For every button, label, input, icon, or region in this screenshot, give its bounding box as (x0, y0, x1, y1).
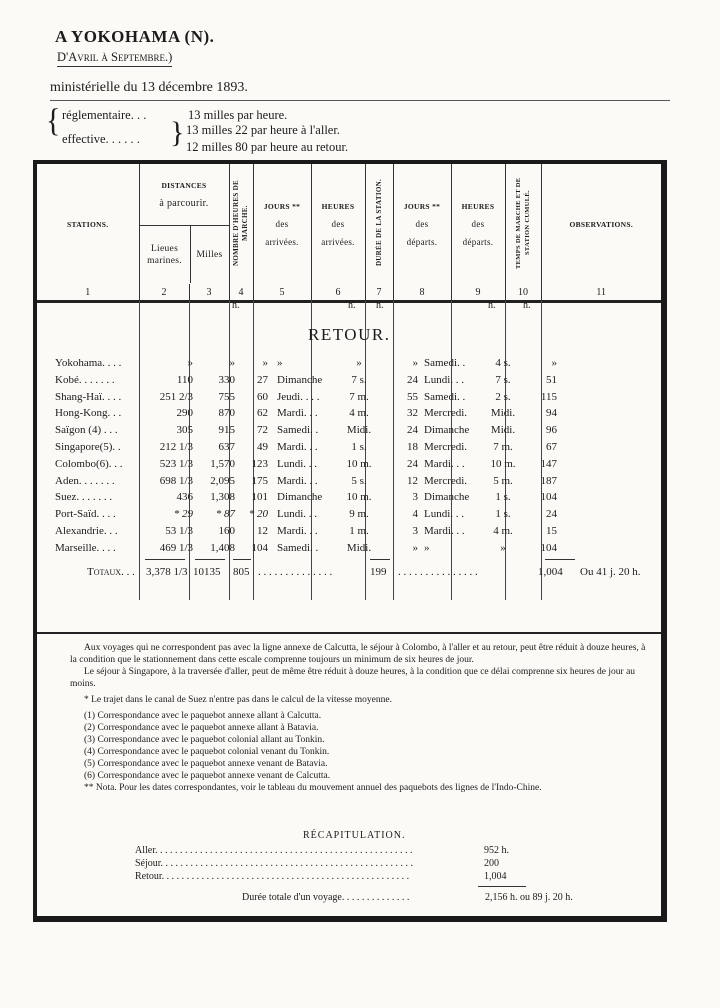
cell-cumul: 67 (546, 440, 557, 453)
col-jours-arr-des: des (275, 218, 289, 229)
sum-rule (370, 559, 390, 560)
cell-heures: 49 (257, 440, 268, 453)
totals-cumul: 1,004 (538, 566, 563, 578)
cell-duree: 3 (412, 524, 418, 537)
cell-milles: 915 (218, 424, 235, 437)
footnote-6: (6) Correspondance avec le paquebot annexe venant de Calcutta. (84, 771, 331, 781)
divider (50, 100, 670, 101)
col-num: 6 (311, 284, 365, 302)
cell-jour-dep: Mercredi. (424, 440, 468, 453)
recap-retour-value: 1,004 (484, 871, 507, 882)
recap-sum-rule (478, 886, 526, 887)
cell-jour-arr: Lundi. . . (277, 457, 318, 470)
cell-jour-dep: Lundi. . . (424, 373, 465, 386)
left-brace: { (46, 102, 61, 139)
cell-heure-arr: 10 m. (346, 491, 372, 504)
cell-heures: 12 (257, 524, 268, 537)
cell-jour-dep: Samedi. . (424, 390, 466, 403)
cell-heure-dep: 2 s. (495, 390, 511, 403)
cell-heure-arr: 10 m. (346, 457, 372, 470)
totals-milles: 10135 (193, 566, 221, 578)
cell-lieues: 212 1/3 (159, 440, 193, 453)
cell-jour-dep: Mercredi. (424, 474, 468, 487)
speed-eff-label: effective. . . . . . (62, 132, 140, 146)
decree-line: ministérielle du 13 décembre 1893. (50, 80, 248, 95)
cell-lieues: 698 1/3 (159, 474, 193, 487)
totals-observation: Ou 41 j. 20 h. (580, 566, 641, 578)
col-stations: STATIONS. (67, 219, 109, 229)
cell-jour-arr: Dimanche (277, 491, 323, 504)
col-observations: OBSERVATIONS. (541, 164, 661, 284)
cell-heure-dep: 1 s. (495, 508, 511, 521)
cell-heures: * 20 (248, 508, 268, 521)
col-heures-arr-label: arrivées. (321, 236, 355, 247)
col-jours-arr-label: arrivées. (265, 236, 299, 247)
unit-arr: h. (348, 300, 356, 311)
col-num: 1 (37, 284, 139, 302)
cell-heures: 104 (251, 541, 268, 554)
cell-heure-dep: 7 s. (495, 373, 511, 386)
cell-milles: » (229, 357, 235, 369)
cell-jour-arr: » (277, 357, 283, 369)
cell-heure-arr: » (356, 357, 362, 369)
cell-station: Aden. . . . . . . (55, 474, 115, 487)
recap-sejour-label: Séjour. . . . . . . . . . . . . . . . . . . . . . . . . . . . . . . . . . . . . . . . . . . . . . . . . . . (135, 858, 414, 869)
unit-duree: h. (376, 300, 384, 311)
cell-jour-arr: Jeudi. . . . (277, 390, 320, 403)
footnote-1: (1) Correspondance avec le paquebot annexe allant à Calcutta. (84, 711, 322, 721)
cell-heure-arr: 1 s. (351, 440, 367, 453)
cell-heure-dep: Midi. (490, 407, 516, 420)
cell-jour-dep: Samedi. . (424, 357, 466, 369)
col-jours-dep-des: des (415, 218, 429, 229)
cell-heures: 60 (257, 390, 268, 403)
recap-aller-label: Aller. . . . . . . . . . . . . . . . . . . . . . . . . . . . . . . . . . . . . . . . . . . . . . . . . . . . (135, 845, 413, 856)
cell-heure-dep: 4 m. (493, 524, 513, 537)
cell-jour-arr: Samedi. . (277, 424, 319, 437)
cell-duree: 3 (412, 491, 418, 504)
col-heures-dep-label: départs. (462, 236, 494, 247)
cell-heure-arr: 7 s. (351, 373, 367, 386)
cell-jour-dep: Dimanche (424, 491, 470, 504)
col-jours-arr: JOURS ** (263, 201, 301, 211)
recap-sejour-value: 200 (484, 858, 499, 869)
cell-jour-arr: Mardi. . . (277, 440, 318, 453)
cell-lieues: 290 (176, 407, 193, 420)
cell-heure-dep: 10 m. (490, 457, 516, 470)
cell-cumul: 15 (546, 524, 557, 537)
cell-cumul: 147 (540, 457, 557, 470)
col-num: 2 (139, 284, 189, 302)
cell-station: Kobé. . . . . . . (55, 373, 115, 386)
cell-cumul: » (551, 357, 557, 369)
speed-reg-label: réglementaire. . . (62, 108, 147, 122)
cell-duree: » (412, 357, 418, 369)
cell-heure-dep: 4 s. (495, 357, 511, 369)
sum-rule (195, 559, 225, 560)
note-suez: * Le trajet dans le canal de Suez n'entre pas dans le calcul de la vitesse moyenne. (84, 695, 392, 705)
cell-jour-arr: Mardi. . . (277, 407, 318, 420)
cell-duree: 12 (407, 474, 418, 487)
notes-block (70, 642, 650, 794)
col-heures-arr: HEURES (321, 201, 355, 211)
totals-dots: . . . . . . . . . . . . . . (258, 566, 333, 578)
speed-eff-retour: 12 milles 80 par heure au retour. (186, 140, 349, 154)
col-heures-dep: HEURES (461, 201, 495, 211)
cell-cumul: 104 (540, 541, 557, 554)
col-milles: Milles (196, 249, 223, 260)
col-num: 10 (505, 284, 541, 302)
cell-jour-arr: Mardi. . . (277, 474, 318, 487)
cell-jour-dep: Lundi. . . (424, 508, 465, 521)
cell-heure-dep: 7 m. (493, 440, 513, 453)
cell-jour-arr: Lundi. . . (277, 508, 318, 521)
cell-station: Hong-Kong. . . (55, 407, 122, 420)
cell-heures: » (262, 357, 268, 369)
cell-duree: 4 (412, 508, 418, 521)
col-heures-dep-des: des (471, 218, 485, 229)
cell-lieues: 305 (176, 424, 193, 437)
cell-heures: 62 (257, 407, 268, 420)
cell-cumul: 187 (540, 474, 557, 487)
col-num: 11 (541, 284, 661, 302)
col-num: 7 (365, 284, 393, 302)
page-title: A YOKOHAMA (N). (55, 27, 215, 46)
cell-heure-dep: Midi. (490, 424, 516, 437)
speed-eff-aller: 13 milles 22 par heure à l'aller. (186, 123, 340, 137)
cell-milles: 160 (218, 524, 235, 537)
cell-jour-dep: Dimanche (424, 424, 470, 437)
col-jours-dep: JOURS ** (403, 201, 441, 211)
footnote-4: (4) Correspondance avec le paquebot colonial venant du Tonkin. (84, 747, 330, 757)
cell-lieues: » (187, 357, 193, 369)
cell-milles: 1,570 (210, 457, 235, 470)
cell-duree: 55 (407, 390, 418, 403)
cell-lieues: 436 (176, 491, 193, 504)
cell-lieues: 53 1/3 (165, 524, 193, 537)
cell-milles: 637 (218, 440, 235, 453)
cell-milles: * 87 (215, 508, 235, 521)
cell-milles: 330 (218, 373, 235, 386)
section-title: RETOUR. (308, 325, 391, 344)
cell-milles: 2,095 (210, 474, 235, 487)
sum-rule (545, 559, 575, 560)
cell-jour-arr: Samedi. . (277, 541, 319, 554)
speed-reg-value: 13 milles par heure. (188, 108, 288, 122)
cell-milles: 1,308 (210, 491, 235, 504)
cell-heures: 72 (257, 424, 268, 437)
footnote-5: (5) Correspondance avec le paquebot annexe venant de Batavia. (84, 759, 328, 769)
page-subtitle: D'Avril à Septembre.) (57, 50, 172, 67)
cell-station: Suez. . . . . . . (55, 491, 113, 504)
cell-jour-dep: Mardi. . . (424, 524, 465, 537)
cell-duree: 32 (407, 407, 418, 420)
table-bottom-rule (37, 632, 661, 634)
cell-heure-dep: 1 s. (495, 491, 511, 504)
nota: ** Nota. Pour les dates correspondantes, voir le tableau du mouvement annuel des paquebots des lignes de l'Indo-Chine. (84, 783, 542, 793)
cell-heure-dep: 5 m. (493, 474, 513, 487)
cell-lieues: 110 (176, 373, 193, 386)
cell-heure-arr: Midi. (346, 424, 372, 437)
cell-jour-arr: Mardi. . . (277, 524, 318, 537)
cell-milles: 870 (218, 407, 235, 420)
col-num: 4 (229, 284, 253, 302)
recap-retour-label: Retour. . . . . . . . . . . . . . . . . . . . . . . . . . . . . . . . . . . . . . . . . . . . . . . . . . (135, 871, 410, 882)
cell-station: Alexandrie. . . (55, 524, 118, 537)
totals-lieues: 3,378 1/3 (146, 566, 188, 578)
col-num: 5 (253, 284, 311, 302)
cell-heure-arr: 9 m. (349, 508, 369, 521)
cell-station: Saïgon (4) . . . (55, 424, 118, 437)
col-distances: DISTANCES (161, 181, 207, 190)
cell-cumul: 94 (546, 407, 557, 420)
cell-station: Colombo(6). . . (55, 457, 123, 470)
cell-lieues: 251 2/3 (159, 390, 193, 403)
cell-heure-arr: 4 m. (349, 407, 369, 420)
col-lieues: Lieues marines. (140, 226, 191, 283)
col-nombre-heures: NOMBRE D'HEURES DE MARCHE. (232, 180, 249, 266)
cell-heures: 101 (251, 491, 268, 504)
sum-rule (233, 559, 251, 560)
cell-milles: 1,408 (210, 541, 235, 554)
totals-dots: . . . . . . . . . . . . . . . (398, 566, 478, 578)
col-duree-station: DURÉE DE LA STATION. (374, 179, 383, 267)
totals-duree: 199 (370, 566, 387, 578)
cell-cumul: 104 (540, 491, 557, 504)
col-a-parcourir: à parcourir. (159, 198, 209, 209)
note-colombo: Aux voyages qui ne correspondent pas avec la ligne annexe de Calcutta, le séjour à Colombo, à l'aller et au retour, peut être réduit à douze heures, à la condition que le stationnement dans cette escale comprenne toujours un minimum de six heures de jour. (70, 643, 646, 665)
cell-heure-arr: 1 m. (349, 524, 369, 537)
cell-lieues: * 29 (173, 508, 193, 521)
sum-rule (145, 559, 185, 560)
footnote-3: (3) Correspondance avec le paquebot colonial allant au Tonkin. (84, 735, 325, 745)
cell-heure-arr: 5 s. (351, 474, 367, 487)
recap-duree-label: Durée totale d'un voyage. . . . . . . . . . . . . . (242, 892, 410, 903)
cell-station: Singapore(5). . (55, 440, 121, 453)
cell-station: Port-Saïd. . . . (55, 508, 116, 521)
right-brace: } (170, 116, 185, 149)
footnote-2: (2) Correspondance avec le paquebot annexe allant à Batavia. (84, 723, 319, 733)
cell-cumul: 24 (546, 508, 557, 521)
cell-jour-dep: » (424, 541, 430, 554)
recap-aller-value: 952 h. (484, 845, 509, 856)
col-num: 3 (189, 284, 229, 302)
cell-heures: 175 (251, 474, 268, 487)
cell-jour-dep: Mardi. . . (424, 457, 465, 470)
cell-duree: 18 (407, 440, 418, 453)
cell-heure-arr: Midi. (346, 541, 372, 554)
cell-duree: 24 (407, 373, 418, 386)
cell-heure-arr: 7 m. (349, 390, 369, 403)
cell-duree: » (412, 541, 418, 554)
col-heures-arr-des: des (331, 218, 345, 229)
cell-cumul: 115 (540, 390, 557, 403)
cell-station: Shang-Haï. . . . (55, 390, 122, 403)
cell-jour-arr: Dimanche (277, 373, 323, 386)
cell-cumul: 96 (546, 424, 557, 437)
col-num: 9 (451, 284, 505, 302)
cell-duree: 24 (407, 424, 418, 437)
unit-cumul: h. (523, 300, 531, 311)
totals-label: Totaux. . . (87, 566, 135, 578)
col-temps-cumule: TEMPS DE MARCHE ET DE STATION CUMULÉ. (515, 177, 531, 269)
recap-duree-value: 2,156 h. ou 89 j. 20 h. (485, 892, 573, 903)
cell-heure-dep: » (500, 541, 506, 554)
cell-station: Marseille. . . . (55, 541, 116, 554)
cell-cumul: 51 (546, 373, 557, 386)
unit-heures: h. (232, 300, 240, 311)
note-singapore: Le séjour à Singapore, à la traversée d'aller, peut de même être réduit à douze heures, à la condition que ce délai comprenne six heures de jour au moins. (70, 667, 636, 689)
cell-lieues: 469 1/3 (159, 541, 193, 554)
cell-milles: 755 (218, 390, 235, 403)
recap-title: RÉCAPITULATION. (303, 830, 406, 841)
col-num: 8 (393, 284, 451, 302)
cell-lieues: 523 1/3 (159, 457, 193, 470)
cell-station: Yokohama. . . . (55, 357, 122, 369)
col-jours-dep-label: départs. (406, 236, 438, 247)
cell-heures: 123 (251, 457, 268, 470)
schedule-header (37, 164, 661, 303)
unit-dep: h. (488, 300, 496, 311)
totals-heures: 805 (233, 566, 250, 578)
cell-duree: 24 (407, 457, 418, 470)
cell-heures: 27 (257, 373, 268, 386)
cell-jour-dep: Mercredi. (424, 407, 468, 420)
